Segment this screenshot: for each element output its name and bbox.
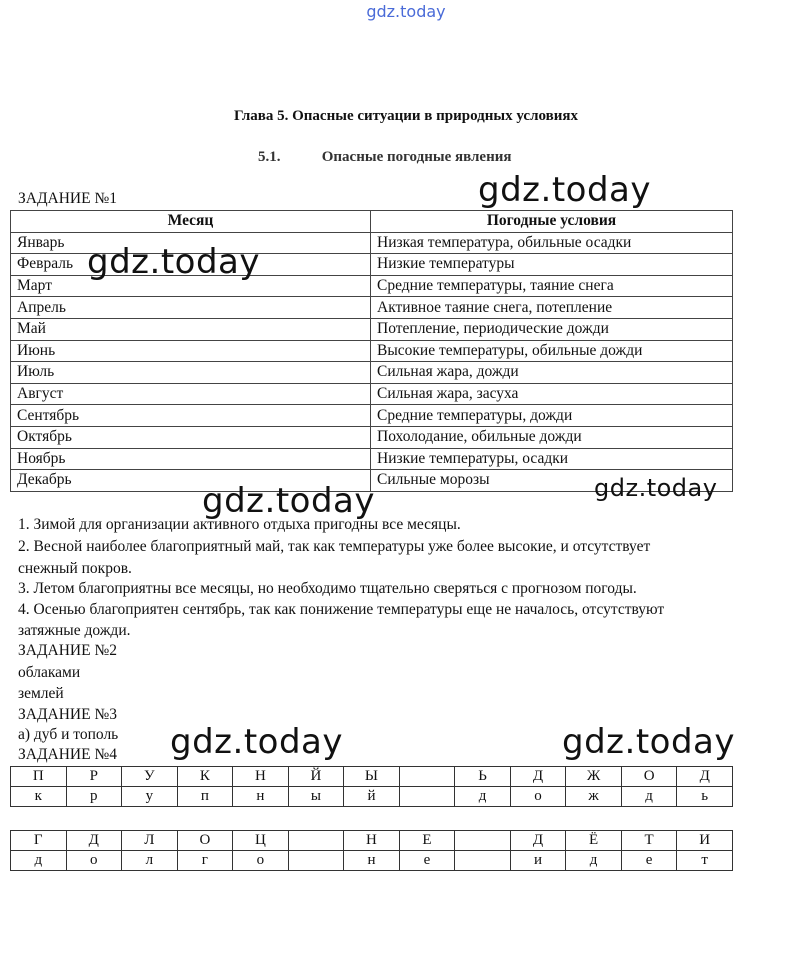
conditions-cell: Высокие температуры, обильные дожди — [371, 340, 733, 362]
letter-cell: Д — [510, 767, 566, 787]
letter-cell: ы — [288, 787, 344, 807]
letter-cell: о — [233, 851, 289, 871]
header-watermark: gdz.today — [366, 2, 446, 21]
letter-cell: Ё — [566, 831, 622, 851]
answer-line: 2. Весной наиболее благоприятный май, так как температуры уже более высокие, и отсутствует — [18, 538, 651, 555]
letter-cell: Д — [510, 831, 566, 851]
watermark: gdz.today — [170, 722, 343, 762]
letter-cell: о — [510, 787, 566, 807]
letter-cell: д — [621, 787, 677, 807]
letter-cell: и — [510, 851, 566, 871]
column-header-month: Месяц — [11, 211, 371, 233]
letter-cell: О — [621, 767, 677, 787]
month-cell: Апрель — [11, 297, 371, 319]
table-row — [11, 405, 733, 427]
letters-row-lowercase — [11, 851, 733, 871]
letter-cell: Р — [66, 767, 122, 787]
table-row — [11, 318, 733, 340]
table-row — [11, 448, 733, 470]
watermark: gdz.today — [478, 170, 651, 210]
letter-cell: Ы — [344, 767, 400, 787]
task2-answer: облаками — [18, 664, 81, 681]
conditions-cell: Низкая температура, обильные осадки — [371, 232, 733, 254]
letter-cell: Е — [399, 831, 455, 851]
watermark: gdz.today — [594, 474, 718, 502]
watermark: gdz.today — [562, 722, 735, 762]
letter-cell: д — [11, 851, 67, 871]
task2-label: ЗАДАНИЕ №2 — [18, 642, 117, 659]
letters-table-1 — [10, 766, 733, 807]
letter-cell — [288, 831, 344, 851]
answer-line: 4. Осенью благоприятен сентябрь, так как понижение температуры еще не началось, отсутствуют — [18, 601, 665, 618]
conditions-cell: Низкие температуры — [371, 254, 733, 276]
letter-cell — [399, 787, 455, 807]
conditions-cell: Средние температуры, таяние снега — [371, 275, 733, 297]
task3-label: ЗАДАНИЕ №3 — [18, 706, 117, 723]
letter-cell: е — [621, 851, 677, 871]
month-cell: Декабрь — [11, 470, 371, 492]
letter-cell: д — [455, 787, 511, 807]
conditions-cell: Сильная жара, засуха — [371, 383, 733, 405]
task3-answer: а) дуб и тополь — [18, 726, 119, 743]
letter-cell — [455, 831, 511, 851]
letter-cell: ь — [677, 787, 733, 807]
table-row — [11, 426, 733, 448]
conditions-cell: Потепление, периодические дожди — [371, 318, 733, 340]
letter-cell: П — [11, 767, 67, 787]
month-cell: Июнь — [11, 340, 371, 362]
letter-cell — [455, 851, 511, 871]
letter-cell: о — [66, 851, 122, 871]
letter-cell: Л — [122, 831, 178, 851]
table-row — [11, 383, 733, 405]
letter-cell: п — [177, 787, 233, 807]
letters-row-lowercase — [11, 787, 733, 807]
letter-cell: Т — [621, 831, 677, 851]
conditions-cell: Сильная жара, дожди — [371, 362, 733, 384]
table-header-row — [11, 211, 733, 233]
letter-cell: Н — [344, 831, 400, 851]
month-cell: Май — [11, 318, 371, 340]
letter-cell: Ж — [566, 767, 622, 787]
section-title: Опасные погодные явления — [321, 149, 512, 165]
column-header-conditions: Погодные условия — [371, 211, 733, 233]
conditions-cell: Похолодание, обильные дожди — [371, 426, 733, 448]
letter-cell: ж — [566, 787, 622, 807]
letter-cell: р — [66, 787, 122, 807]
letter-cell: н — [233, 787, 289, 807]
conditions-cell: Активное таяние снега, потепление — [371, 297, 733, 319]
task2-answer: землей — [18, 685, 64, 702]
month-cell: Октябрь — [11, 426, 371, 448]
conditions-cell: Низкие температуры, осадки — [371, 448, 733, 470]
letter-cell: Д — [677, 767, 733, 787]
month-cell: Ноябрь — [11, 448, 371, 470]
letter-cell: Н — [233, 767, 289, 787]
month-cell: Сентябрь — [11, 405, 371, 427]
letter-cell: е — [399, 851, 455, 871]
watermark: gdz.today — [87, 242, 260, 282]
table-row — [11, 362, 733, 384]
chapter-title: Глава 5. Опасные ситуации в природных условиях — [234, 108, 578, 124]
conditions-cell: Сильные морозы — [371, 470, 733, 492]
table-row — [11, 297, 733, 319]
answer-line: затяжные дожди. — [18, 622, 131, 639]
watermark: gdz.today — [202, 481, 375, 521]
month-cell: Январь — [11, 232, 371, 254]
month-cell: Июль — [11, 362, 371, 384]
letter-cell: т — [677, 851, 733, 871]
letters-row-uppercase — [11, 831, 733, 851]
letter-cell: И — [677, 831, 733, 851]
letter-cell: Г — [11, 831, 67, 851]
section-number: 5.1. — [258, 149, 281, 165]
letter-cell: к — [11, 787, 67, 807]
answer-line: 1. Зимой для организации активного отдыха пригодны все месяцы. — [18, 516, 461, 533]
conditions-cell: Средние температуры, дожди — [371, 405, 733, 427]
table-row — [11, 340, 733, 362]
letter-cell: Й — [288, 767, 344, 787]
month-cell: Март — [11, 275, 371, 297]
letter-cell: Д — [66, 831, 122, 851]
task1-label: ЗАДАНИЕ №1 — [18, 190, 117, 207]
letter-cell — [399, 767, 455, 787]
letter-cell: у — [122, 787, 178, 807]
letter-cell: Ь — [455, 767, 511, 787]
section-heading — [258, 149, 511, 166]
answer-line: 3. Летом благоприятны все месяцы, но необходимо тщательно сверяться с прогнозом погоды. — [18, 580, 637, 597]
answer-line: снежный покров. — [18, 560, 132, 577]
letter-cell: г — [177, 851, 233, 871]
letter-cell: О — [177, 831, 233, 851]
letters-table-2 — [10, 830, 733, 871]
letter-cell: й — [344, 787, 400, 807]
letter-cell: н — [344, 851, 400, 871]
letter-cell: Ц — [233, 831, 289, 851]
letter-cell: К — [177, 767, 233, 787]
letter-cell: д — [566, 851, 622, 871]
letter-cell: л — [122, 851, 178, 871]
letter-cell: У — [122, 767, 178, 787]
month-cell: Февраль — [11, 254, 371, 276]
letters-row-uppercase — [11, 767, 733, 787]
letter-cell — [288, 851, 344, 871]
month-cell: Август — [11, 383, 371, 405]
task4-label: ЗАДАНИЕ №4 — [18, 746, 117, 763]
